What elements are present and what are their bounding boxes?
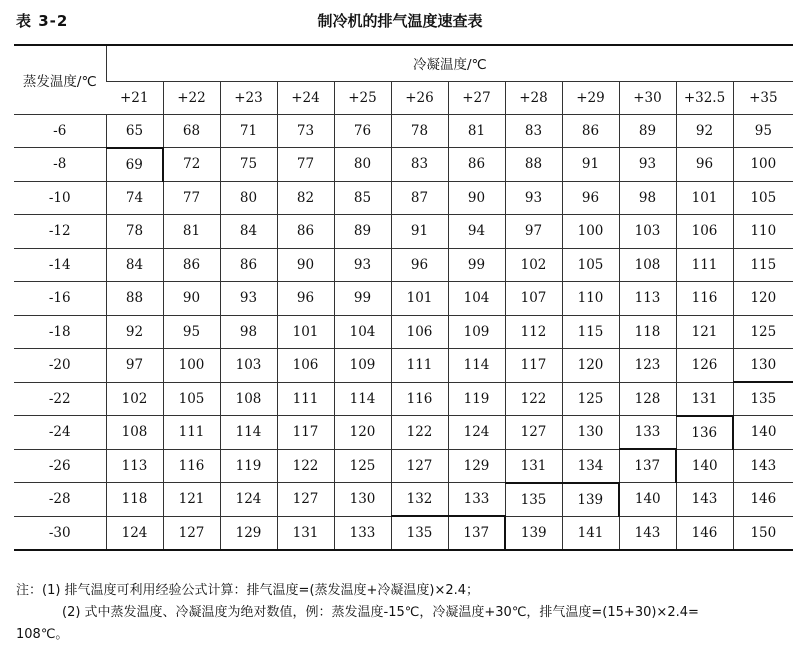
exhaust-temp-cell: 121 xyxy=(163,483,220,517)
exhaust-temp-cell: 146 xyxy=(733,483,793,517)
exhaust-temp-cell: 127 xyxy=(163,516,220,550)
exhaust-temp-cell: 124 xyxy=(448,416,505,450)
condensing-temp-column: +29 xyxy=(562,81,619,114)
table-row xyxy=(14,315,793,349)
exhaust-temp-cell: 95 xyxy=(163,315,220,349)
table-row xyxy=(14,181,793,215)
exhaust-temp-cell: 69 xyxy=(106,148,163,182)
exhaust-temp-cell: 91 xyxy=(391,215,448,249)
exhaust-temp-cell: 129 xyxy=(448,449,505,483)
condensing-temp-column: +24 xyxy=(277,81,334,114)
exhaust-temp-cell: 128 xyxy=(619,382,676,416)
exhaust-temp-cell: 119 xyxy=(448,382,505,416)
table-row xyxy=(14,516,793,550)
evaporation-temp-cell: -24 xyxy=(14,416,106,450)
note-1: 注：(1) 排气温度可利用经验公式计算：排气温度=(蒸发温度+冷凝温度)×2.4； xyxy=(16,583,480,598)
exhaust-temp-cell: 105 xyxy=(733,181,793,215)
exhaust-temp-cell: 150 xyxy=(733,516,793,550)
exhaust-temp-cell: 77 xyxy=(163,181,220,215)
evaporation-temp-cell: -30 xyxy=(14,516,106,550)
document-header xyxy=(0,0,800,44)
exhaust-temp-cell: 101 xyxy=(391,282,448,316)
condensing-temp-column: +27 xyxy=(448,81,505,114)
table-body xyxy=(14,114,793,550)
exhaust-temp-cell: 108 xyxy=(106,416,163,450)
evaporation-temp-cell: -18 xyxy=(14,315,106,349)
table-header-row xyxy=(14,45,793,81)
exhaust-temp-cell: 133 xyxy=(448,483,505,517)
exhaust-temp-cell: 86 xyxy=(163,248,220,282)
table-row xyxy=(14,148,793,182)
exhaust-temp-cell: 89 xyxy=(334,215,391,249)
exhaust-temp-cell: 124 xyxy=(220,483,277,517)
exhaust-temp-cell: 139 xyxy=(505,516,562,550)
exhaust-temp-cell: 110 xyxy=(733,215,793,249)
exhaust-temp-cell: 137 xyxy=(619,449,676,483)
exhaust-temp-cell: 132 xyxy=(391,483,448,517)
exhaust-temp-cell: 112 xyxy=(505,315,562,349)
exhaust-temp-cell: 101 xyxy=(277,315,334,349)
exhaust-temp-cell: 135 xyxy=(391,516,448,550)
condensing-temp-column: +32.5 xyxy=(676,81,733,114)
exhaust-temp-cell: 115 xyxy=(562,315,619,349)
exhaust-temp-cell: 106 xyxy=(676,215,733,249)
exhaust-temp-cell: 119 xyxy=(220,449,277,483)
condensing-temp-column: +22 xyxy=(163,81,220,114)
exhaust-temp-cell: 143 xyxy=(619,516,676,550)
exhaust-temp-cell: 86 xyxy=(277,215,334,249)
exhaust-temp-cell: 103 xyxy=(619,215,676,249)
table-container xyxy=(14,44,793,551)
exhaust-temp-cell: 120 xyxy=(562,349,619,383)
exhaust-temp-cell: 139 xyxy=(562,483,619,517)
evaporation-temp-cell: -6 xyxy=(14,114,106,148)
exhaust-temp-cell: 122 xyxy=(505,382,562,416)
exhaust-temp-cell: 101 xyxy=(676,181,733,215)
exhaust-temp-cell: 111 xyxy=(391,349,448,383)
table-row xyxy=(14,349,793,383)
exhaust-temp-cell: 146 xyxy=(676,516,733,550)
exhaust-temp-cell: 133 xyxy=(334,516,391,550)
exhaust-temp-cell: 86 xyxy=(562,114,619,148)
table-number: 表 3-2 xyxy=(16,12,69,30)
table-row xyxy=(14,449,793,483)
exhaust-temp-cell: 117 xyxy=(505,349,562,383)
exhaust-temp-cell: 93 xyxy=(334,248,391,282)
exhaust-temp-cell: 98 xyxy=(619,181,676,215)
exhaust-temp-cell: 98 xyxy=(220,315,277,349)
exhaust-temp-cell: 135 xyxy=(505,483,562,517)
evaporation-temp-cell: -22 xyxy=(14,382,106,416)
exhaust-temp-cell: 109 xyxy=(448,315,505,349)
table-notes xyxy=(16,580,796,646)
condensing-temp-column: +28 xyxy=(505,81,562,114)
exhaust-temp-cell: 143 xyxy=(676,483,733,517)
exhaust-temp-cell: 97 xyxy=(505,215,562,249)
exhaust-temp-cell: 77 xyxy=(277,148,334,182)
exhaust-temp-cell: 89 xyxy=(619,114,676,148)
exhaust-temp-cell: 131 xyxy=(505,449,562,483)
exhaust-temp-cell: 137 xyxy=(448,516,505,550)
exhaust-temp-cell: 83 xyxy=(505,114,562,148)
exhaust-temp-cell: 99 xyxy=(334,282,391,316)
exhaust-temp-cell: 117 xyxy=(277,416,334,450)
exhaust-temp-cell: 103 xyxy=(220,349,277,383)
exhaust-temp-cell: 131 xyxy=(277,516,334,550)
exhaust-temp-cell: 127 xyxy=(277,483,334,517)
exhaust-temp-cell: 104 xyxy=(448,282,505,316)
evaporation-temp-cell: -12 xyxy=(14,215,106,249)
evaporation-temp-cell: -28 xyxy=(14,483,106,517)
exhaust-temp-cell: 129 xyxy=(220,516,277,550)
exhaust-temp-cell: 106 xyxy=(391,315,448,349)
note-2: (2) 式中蒸发温度、冷凝温度为绝对数值，例：蒸发温度-15℃，冷凝温度+30℃，排气温度=(15+30)×2.4= xyxy=(62,605,699,620)
exhaust-temp-cell: 90 xyxy=(448,181,505,215)
exhaust-temp-cell: 84 xyxy=(106,248,163,282)
exhaust-temp-cell: 109 xyxy=(334,349,391,383)
condensing-temp-column: +21 xyxy=(106,81,163,114)
table-row xyxy=(14,382,793,416)
exhaust-temp-cell: 76 xyxy=(334,114,391,148)
exhaust-temp-cell: 113 xyxy=(619,282,676,316)
exhaust-temp-cell: 100 xyxy=(562,215,619,249)
exhaust-temp-cell: 81 xyxy=(163,215,220,249)
exhaust-temp-cell: 130 xyxy=(733,349,793,383)
exhaust-temp-cell: 143 xyxy=(733,449,793,483)
exhaust-temp-cell: 133 xyxy=(619,416,676,450)
exhaust-temp-cell: 140 xyxy=(676,449,733,483)
evaporation-temp-cell: -10 xyxy=(14,181,106,215)
exhaust-temp-cell: 84 xyxy=(220,215,277,249)
exhaust-temp-cell: 65 xyxy=(106,114,163,148)
exhaust-temp-cell: 95 xyxy=(733,114,793,148)
exhaust-temp-cell: 114 xyxy=(334,382,391,416)
exhaust-temp-cell: 127 xyxy=(391,449,448,483)
exhaust-temp-cell: 86 xyxy=(448,148,505,182)
exhaust-temp-cell: 134 xyxy=(562,449,619,483)
exhaust-temp-cell: 136 xyxy=(676,416,733,450)
exhaust-temp-cell: 93 xyxy=(220,282,277,316)
exhaust-temp-cell: 126 xyxy=(676,349,733,383)
exhaust-temp-cell: 125 xyxy=(334,449,391,483)
exhaust-temp-cell: 122 xyxy=(277,449,334,483)
exhaust-temp-cell: 120 xyxy=(733,282,793,316)
condensing-temp-column: +30 xyxy=(619,81,676,114)
exhaust-temp-cell: 120 xyxy=(334,416,391,450)
exhaust-temp-cell: 140 xyxy=(733,416,793,450)
exhaust-temp-cell: 105 xyxy=(163,382,220,416)
condensing-temp-columns-row xyxy=(14,81,793,114)
exhaust-temp-cell: 122 xyxy=(391,416,448,450)
exhaust-temp-cell: 96 xyxy=(676,148,733,182)
exhaust-temp-cell: 123 xyxy=(619,349,676,383)
exhaust-temp-cell: 82 xyxy=(277,181,334,215)
evaporation-temp-cell: -8 xyxy=(14,148,106,182)
exhaust-temp-cell: 78 xyxy=(106,215,163,249)
exhaust-temp-cell: 114 xyxy=(448,349,505,383)
exhaust-temp-cell: 94 xyxy=(448,215,505,249)
evaporation-temp-header: 蒸发温度/℃ xyxy=(14,45,106,114)
table-row xyxy=(14,282,793,316)
exhaust-temp-cell: 93 xyxy=(619,148,676,182)
exhaust-temp-cell: 100 xyxy=(163,349,220,383)
exhaust-temp-cell: 130 xyxy=(562,416,619,450)
condensing-temp-column: +23 xyxy=(220,81,277,114)
exhaust-temp-cell: 97 xyxy=(106,349,163,383)
exhaust-temp-cell: 111 xyxy=(163,416,220,450)
exhaust-temp-cell: 72 xyxy=(163,148,220,182)
exhaust-temp-cell: 125 xyxy=(562,382,619,416)
exhaust-temp-cell: 110 xyxy=(562,282,619,316)
table-row xyxy=(14,416,793,450)
table-row xyxy=(14,248,793,282)
exhaust-temp-cell: 111 xyxy=(277,382,334,416)
exhaust-temp-cell: 104 xyxy=(334,315,391,349)
exhaust-temp-cell: 78 xyxy=(391,114,448,148)
exhaust-temp-cell: 96 xyxy=(562,181,619,215)
exhaust-temp-cell: 100 xyxy=(733,148,793,182)
exhaust-temp-cell: 92 xyxy=(106,315,163,349)
exhaust-temp-cell: 107 xyxy=(505,282,562,316)
condensing-temp-header: 冷凝温度/℃ xyxy=(106,45,793,81)
exhaust-temp-cell: 71 xyxy=(220,114,277,148)
exhaust-temp-cell: 131 xyxy=(676,382,733,416)
exhaust-temp-cell: 118 xyxy=(619,315,676,349)
exhaust-temp-cell: 121 xyxy=(676,315,733,349)
exhaust-temp-cell: 102 xyxy=(106,382,163,416)
exhaust-temp-cell: 87 xyxy=(391,181,448,215)
exhaust-temp-cell: 140 xyxy=(619,483,676,517)
exhaust-temp-cell: 68 xyxy=(163,114,220,148)
exhaust-temp-cell: 130 xyxy=(334,483,391,517)
table-row xyxy=(14,215,793,249)
exhaust-temp-cell: 116 xyxy=(163,449,220,483)
exhaust-temp-cell: 96 xyxy=(391,248,448,282)
exhaust-temp-cell: 96 xyxy=(277,282,334,316)
exhaust-temp-cell: 99 xyxy=(448,248,505,282)
table-row xyxy=(14,114,793,148)
exhaust-temp-cell: 88 xyxy=(106,282,163,316)
exhaust-temp-cell: 116 xyxy=(676,282,733,316)
evaporation-temp-cell: -20 xyxy=(14,349,106,383)
exhaust-temp-cell: 74 xyxy=(106,181,163,215)
evaporation-temp-cell: -26 xyxy=(14,449,106,483)
exhaust-temp-cell: 73 xyxy=(277,114,334,148)
exhaust-temp-cell: 135 xyxy=(733,382,793,416)
note-3: 108℃。 xyxy=(16,627,69,642)
condensing-temp-column: +26 xyxy=(391,81,448,114)
exhaust-temp-cell: 90 xyxy=(163,282,220,316)
evaporation-temp-cell: -16 xyxy=(14,282,106,316)
exhaust-temp-cell: 141 xyxy=(562,516,619,550)
exhaust-temp-cell: 85 xyxy=(334,181,391,215)
exhaust-temp-cell: 106 xyxy=(277,349,334,383)
exhaust-temp-cell: 116 xyxy=(391,382,448,416)
condensing-temp-column: +25 xyxy=(334,81,391,114)
exhaust-temp-cell: 102 xyxy=(505,248,562,282)
exhaust-temp-cell: 115 xyxy=(733,248,793,282)
exhaust-temp-cell: 127 xyxy=(505,416,562,450)
exhaust-temp-cell: 93 xyxy=(505,181,562,215)
exhaust-temp-cell: 113 xyxy=(106,449,163,483)
exhaust-temp-cell: 92 xyxy=(676,114,733,148)
exhaust-temp-cell: 81 xyxy=(448,114,505,148)
exhaust-temp-cell: 83 xyxy=(391,148,448,182)
exhaust-temperature-table xyxy=(14,44,793,551)
exhaust-temp-cell: 90 xyxy=(277,248,334,282)
exhaust-temp-cell: 108 xyxy=(220,382,277,416)
exhaust-temp-cell: 80 xyxy=(334,148,391,182)
condensing-temp-column: +35 xyxy=(733,81,793,114)
evaporation-temp-cell: -14 xyxy=(14,248,106,282)
exhaust-temp-cell: 80 xyxy=(220,181,277,215)
exhaust-temp-cell: 108 xyxy=(619,248,676,282)
exhaust-temp-cell: 88 xyxy=(505,148,562,182)
exhaust-temp-cell: 105 xyxy=(562,248,619,282)
exhaust-temp-cell: 125 xyxy=(733,315,793,349)
exhaust-temp-cell: 75 xyxy=(220,148,277,182)
exhaust-temp-cell: 91 xyxy=(562,148,619,182)
exhaust-temp-cell: 86 xyxy=(220,248,277,282)
exhaust-temp-cell: 111 xyxy=(676,248,733,282)
table-title: 制冷机的排气温度速查表 xyxy=(317,12,483,30)
exhaust-temp-cell: 124 xyxy=(106,516,163,550)
table-row xyxy=(14,483,793,517)
exhaust-temp-cell: 118 xyxy=(106,483,163,517)
exhaust-temp-cell: 114 xyxy=(220,416,277,450)
